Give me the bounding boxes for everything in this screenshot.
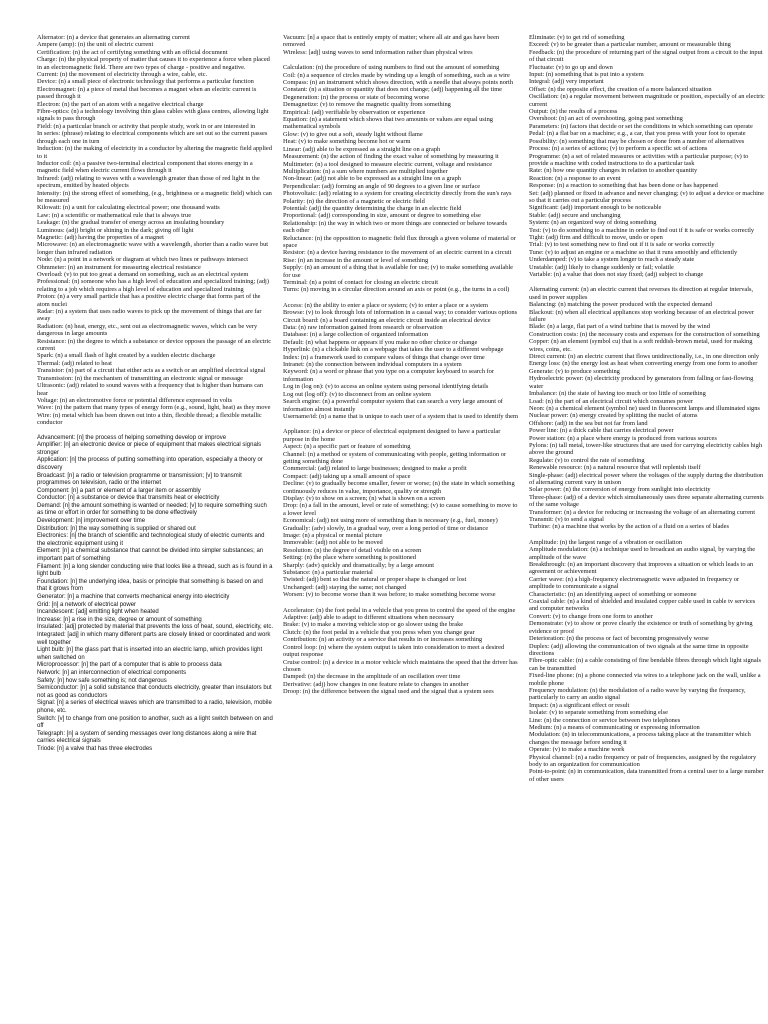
glossary-column-3	[529, 34, 765, 1016]
glossary-entry: Current: (n) the movement of electricity through a wire, cable, etc.	[37, 71, 208, 79]
glossary-entry: Law: (n) a scientific or mathematical rule that is always true	[37, 211, 192, 219]
glossary-entry: Non-linear: (adj) not able to be expressed as a straight line on a graph	[283, 175, 461, 183]
glossary-entry: Copper: (n) an element (symbol cu) that is a soft reddish-brown metal, used for making wires, coins, etc.	[529, 338, 753, 353]
glossary-entry: Proton: (n) a very small particle that has a positive electric charge that forms part of the atom nuclei	[37, 293, 261, 308]
glossary-entry: Sharply: (adv) quickly and dramatically; by a large amount	[283, 561, 435, 569]
glossary-entry: Impact: (n) a significant effect or result	[529, 701, 630, 709]
glossary-entry: Accelerator: (n) the foot pedal in a vehicle that you press to control the speed of the engine	[283, 606, 516, 614]
glossary-entry: Overload: (v) to put too great a demand on something, such as an electrical system	[37, 271, 249, 278]
glossary-entry: Index: (n) a framework used to compare values of things that change over time	[283, 353, 485, 361]
glossary-entry: Tight: (adj) firm and difficult to move, undo or open	[529, 233, 663, 241]
glossary-entry: Unchanged: (adj) staying the same; not changed	[283, 583, 407, 591]
glossary-entry: Signal: [n] a series of electrical waves which are transmitted to a radio, television, mobile phone, etc.	[37, 700, 272, 714]
glossary-entry: Inductor coil: (n) a passive two-terminal electrical component that stores energy in a magnetic field when electric current flows through it	[37, 159, 253, 175]
glossary-section	[37, 34, 273, 427]
glossary-entry: Regulate: (v) to control the rate of something	[529, 456, 645, 464]
glossary-entry: Setting: (n) the place where something is positioned	[283, 554, 416, 562]
glossary-entry: Database: (n) a large collection of organized information	[283, 331, 429, 339]
glossary-entry: Programme: (n) a set of related measures or activities with a particular purpose; (v) to provide a machine with coded instructions to do a particular task	[529, 152, 749, 167]
glossary-entry: Access: (n) the ability to enter a place or system; (v) to enter a place or a system	[283, 301, 488, 309]
glossary-entry: Process: (n) a series of actions; (v) to perform a specific set of actions	[529, 145, 708, 153]
glossary-entry: Drop: (n) a fall in the amount, level or rate of something; (v) to cause something to move to a lower level	[283, 502, 518, 517]
glossary-section	[529, 286, 765, 530]
glossary-entry: Amplifier: [n] an electronic device or piece of equipment that makes electrical signals stronger	[37, 442, 262, 456]
glossary-entry: Element: [n] a chemical substance that cannot be divided into simpler substances; an important part of something	[37, 548, 264, 563]
glossary-entry: Resistor: (n) a device having resistance to the movement of an electric current in a circuit	[283, 249, 512, 257]
glossary-entry: Power line: (n) a thick cable that carries electrical power	[529, 427, 674, 435]
glossary-entry: Glow: (v) to give out a soft, steady light without flame	[283, 130, 423, 138]
glossary-entry: Generate: (v) to produce something	[529, 367, 620, 375]
glossary-column-1	[37, 34, 273, 1016]
glossary-entry: Heat: (v) to make something become hot or warm	[283, 138, 411, 146]
glossary-entry: Degeneration: (n) the process or state of becoming worse	[283, 93, 430, 101]
glossary-entry: Photovoltaic: (adj) relating to a system for creating electricity directly from the sun's rays	[283, 190, 512, 198]
glossary-entry: Underdamped: (v) to take a system longer to reach a steady state	[529, 256, 695, 264]
glossary-entry: Substance: (n) a particular material	[283, 569, 373, 577]
glossary-entry: Output: (n) the results of a process	[529, 108, 618, 116]
glossary-entry: Node: (n) a point in a network or diagram at which two lines or pathways intersect	[37, 256, 249, 264]
glossary-entry: Isolate: (v) to separate something from something else	[529, 709, 668, 717]
glossary-entry: Unstable: (adj) likely to change suddenly or fail; volatile	[529, 263, 674, 271]
glossary-entry: Application: [n] the process of putting something into operation, especially a theory or discovery	[37, 457, 263, 471]
glossary-entry: Component: [n] a part or element of a larger item or assembly	[37, 487, 201, 494]
glossary-entry: Offshore: (adj) in the sea but not far from land	[529, 419, 648, 427]
glossary-entry: Supply: (n) an amount of a thing that is available for use; (v) to make something available for use	[283, 264, 514, 279]
glossary-entry: Decline: (v) to gradually become smaller, fewer or worse; (n) the state in which something continuously reduces in value, importance, quality or strength	[283, 480, 515, 495]
glossary-entry: Microprocessor: [n] the part of a computer that is able to process data	[37, 662, 222, 669]
glossary-entry: Characteristic: (n) an identifying aspect of something or someone	[529, 590, 697, 598]
glossary-entry: Reluctance: (n) the opposition to magnetic field flux through a given volume of material or space	[283, 234, 516, 249]
glossary-entry: Demand: [n] the amount something is wanted or needed; [v] to require something such as time or effort in order for something to be done effectively	[37, 502, 267, 517]
glossary-entry: Breakthrough: (n) an important discovery that improves a situation or which leads to an agreement or achievement	[529, 561, 754, 576]
glossary-entry: Thermal: (adj) related to heat	[37, 359, 112, 367]
glossary-entry: Fixed-line phone: (n) a phone connected via wires to a telephone jack on the wall, unlike a mobile phone	[529, 672, 761, 687]
glossary-entry: Fibre-optics: (n) a technology involving thin glass cables with glass centres, allowing light signals to pass through	[37, 108, 269, 123]
glossary-entry: Electron: (n) the part of an atom with a negative electrical charge	[37, 100, 204, 108]
glossary-entry: Leakage: (n) the gradual transfer of energy across an insulating boundary	[37, 219, 225, 227]
glossary-entry: Power station: (n) a place where energy is produced from various sources	[529, 434, 717, 442]
glossary-entry: Grid: [n] a network of electrical power	[37, 601, 137, 608]
glossary-entry: Induction: (n) the making of electricity in a conductor by altering the magnetic field applied to it	[37, 145, 272, 160]
glossary-entry: Hydroelectric power: (n) electricity produced by generators from falling or fast-flowing water	[529, 375, 754, 390]
glossary-entry: Network: [n] an interconnection of electrical components	[37, 669, 187, 676]
glossary-entry: Triode: [n] a valve that has three electrodes	[37, 745, 153, 752]
glossary-entry: Distribution: [n] the way something is supplied or shared out	[37, 525, 196, 532]
glossary-entry: Turns: (n) moving in a circular direction around an axis or point (e.g., the turns in a coil)	[283, 286, 510, 294]
glossary-entry: Modulation: (n) in telecommunications, a process taking place at the transmitter which changes the message before sending it	[529, 731, 751, 746]
glossary-entry: Neon: (n) a chemical element (symbol ne) used in fluorescent lamps and illuminated signs	[529, 404, 760, 412]
glossary-entry: Point-to-point: (n) in communication, data transmitted from a central user to a large number of other users	[529, 768, 764, 783]
glossary-entry: Default: (n) what happens or appears if you make no other choice or change	[283, 338, 478, 346]
glossary-entry: Compact: (adj) taking up a small amount of space	[283, 472, 411, 480]
glossary-entry: Gradually: (adv) slowly, in a gradual way, over a long period of time or distance	[283, 524, 489, 532]
glossary-entry: Electronics: [n] the branch of scientific and technological study of electric currents and the electronic equipment using it	[37, 533, 265, 547]
glossary-entry: Hyperlink: (n) a clickable link on a webpage that takes the user to a different webpage	[283, 346, 504, 354]
glossary-entry: Relationship: (n) the way in which two or more things are connected or behave towards each other	[283, 219, 507, 235]
glossary-entry: Possibility: (n) something that may be chosen or done from a number of alternatives	[529, 137, 745, 145]
glossary-entry: Turbine: (n) a machine that works by the action of a fluid on a series of blades	[529, 523, 729, 531]
glossary-entry: Foundation: [n] the underlying idea, basis or principle that something is based on and that it grows from	[37, 578, 263, 593]
glossary-entry: Empirical: (adj) verifiable by observation or experience	[283, 108, 426, 116]
glossary-entry: Device: (n) a small piece of electronic technology that performs a particular function	[37, 78, 254, 86]
glossary-entry: Direct current: (n) an electric current that flows unidirectionally, i.e., in one direction only	[529, 353, 760, 361]
glossary-entry: Aspect: (n) a specific part or feature of something	[283, 443, 411, 451]
glossary-entry: Resolution: (n) the degree of detail visible on a screen	[283, 546, 422, 554]
glossary-entry: Offset: (n) the opposite effect, the creation of a more balanced situation	[529, 85, 712, 93]
glossary-entry: Ohmmeter: (n) an instrument for measuring electrical resistance	[37, 263, 201, 271]
glossary-entry: Semiconductor: [n] a solid substance that conducts electricity, greater than insulators but not as good as conductors	[37, 685, 272, 699]
glossary-entry: Radar: (n) a system that uses radio waves to pick up the movement of things that are far away	[37, 308, 262, 323]
glossary-entry: Fibre-optic cable: (n) a cable consisting of fine bendable fibres through which light signals can be transmitted	[529, 657, 761, 672]
glossary-entry: Polarity: (n) the direction of a magnetic or electric field	[283, 197, 425, 205]
glossary-entry: Economical: (adj) not using more of something than is necessary (e.g., fuel, money)	[283, 517, 498, 525]
glossary-entry: Amplitude: (n) the largest range of a vibration or oscillation	[529, 538, 683, 546]
glossary-entry: Search engine: (n) a powerful computer system that can search a very large amount of information almost instantly	[283, 398, 503, 413]
glossary-entry: Construction costs: (n) the necessary costs and expenses for the construction of something	[529, 330, 760, 338]
glossary-entry: Integrated: [adj] in which many different parts are closely linked or coordinated and work well together	[37, 631, 271, 646]
glossary-entry: Energy loss: (n) the energy lost as heat when converting energy from one form to another	[529, 360, 758, 368]
glossary-entry: Browse: (v) to look through lots of information in a casual way; to consider various options	[283, 309, 518, 317]
glossary-entry: Coil: (n) a sequence of circles made by winding up a length of something, such as a wire	[283, 71, 510, 79]
glossary-entry: Droop: (n) the difference between the signal used and the signal that a system sees	[283, 688, 494, 696]
glossary-section	[37, 435, 273, 754]
glossary-entry: Pylons: (n) tall metal, tower-like structures that are used for carrying electricity cables high above the ground	[529, 441, 763, 457]
glossary-entry: Single-phase: (adj) electrical power where the voltages of the supply during the distribution of alternating current vary in unison	[529, 471, 764, 486]
glossary-entry: Response: (n) a reaction to something that has been done or has happened	[529, 182, 718, 190]
glossary-section	[529, 539, 765, 783]
glossary-entry: Spark: (n) a small flash of light created by a sudden electric discharge	[37, 352, 216, 360]
glossary-entry: Variable: (n) a value that does not stay fixed; (adj) subject to change	[529, 271, 704, 278]
glossary-entry: Intranet: (n) the connection between individual computers in a system	[283, 361, 462, 369]
glossary-entry: Conductor: [n] a substance or device that transmits heat or electricity	[37, 495, 220, 502]
glossary-entry: Physical channel: (n) a radio frequency or pair of frequencies, assigned by the regulatory body to an organization for communication	[529, 753, 757, 768]
glossary-entry: Keyword: (n) a word or phrase that you type on a computer keyboard to search for information	[283, 368, 494, 383]
glossary-entry: Deterioration: (n) the process or fact of becoming progressively worse	[529, 635, 709, 643]
glossary-entry: Microwave: (n) an electromagnetic wave with a wavelength, shorter than a radio wave but longer than infrared radiation	[37, 241, 269, 256]
glossary-entry: Worsen: (v) to become worse than it was before; to make something become worse	[283, 591, 496, 599]
glossary-entry: Feedback: (n) the procedure of returning part of the signal output from a circuit to the input of that circuit	[529, 48, 763, 64]
glossary-entry: Filament: [n] a long slender conducting wire that looks like a thread, such as is found in a light bulb	[37, 563, 273, 578]
glossary-entry: Incandescent: [adj] emitting light when heated	[37, 609, 159, 616]
glossary-entry: Rate: (n) how one quantity changes in relation to another quantity	[529, 167, 698, 175]
glossary-entry: Display: (v) to show on a screen; (n) what is shown on a screen	[283, 494, 446, 502]
glossary-entry: Transistor: (n) part of a circuit that either acts as a switch or an amplified electrical signal	[37, 367, 266, 375]
glossary-entry: Coaxial cable: (n) a kind of shielded and insulated copper cable used in cable tv services and computer networks	[529, 598, 756, 613]
glossary-entry: Data: (n) raw information gained from research or observation	[283, 324, 443, 332]
glossary-entry: Frequency modulation: (n) the modulation of a radio wave by varying the frequency, particularly to carry an audio signal	[529, 686, 746, 702]
glossary-section	[283, 302, 519, 421]
glossary-entry: Terminal: (n) a point of contact for closing an electric circuit	[283, 279, 438, 286]
glossary-entry: Equation: (n) a statement which shows that two amounts or values are equal using mathematical symbols	[283, 116, 493, 131]
glossary-entry: Linear: (adj) able to be expressed as a straight line on a graph	[283, 145, 441, 153]
glossary-entry: Wave: (n) the pattern that many types of energy form (e.g., sound, light, heat) as they move	[37, 404, 271, 412]
glossary-section	[283, 607, 519, 696]
glossary-entry: Light bulb: [n] the glass part that is inserted into an electric lamp, which provides light when switched on	[37, 647, 263, 661]
glossary-entry: System: (n) an organized way of doing something	[529, 219, 657, 227]
glossary-entry: Ampere (amp): (n) the unit of electric current	[37, 41, 154, 49]
glossary-entry: Balancing: (n) matching the power produced with the expected demand	[529, 301, 712, 309]
glossary-entry: Constant: (n) a situation or quantity that does not change; (adj) happening all the time	[283, 86, 503, 94]
glossary-entry: Derivative: (adj) how changes in one feature relate to changes in another	[283, 680, 469, 688]
glossary-entry: Advancement: [n] the process of helping something develop or improve	[37, 434, 227, 441]
glossary-entry: Radiation: (n) heat, energy, etc., sent out as electromagnetic waves, which can be very dangerous in large amounts	[37, 322, 258, 338]
glossary-entry: Twisted: (adj) bent so that the natural or proper shape is changed or lost	[283, 576, 467, 584]
glossary-entry: Line: (n) the connection or service between two telephones	[529, 716, 681, 724]
glossary-entry: Measurement: (n) the action of finding the exact value of something by measuring it	[283, 153, 499, 161]
glossary-entry: Multiplication: (n) a sum where numbers are multiplied together	[283, 167, 448, 175]
glossary-entry: Log in (log on): (v) to access an online system using personal identifying details	[283, 383, 489, 391]
glossary-entry: Demonstrate: (v) to show or prove clearly the existence or truth of something by giving evidence or proof	[529, 620, 753, 635]
glossary-entry: Field: (n) a particular branch or activity that people study, work in or are interested in	[37, 122, 256, 130]
glossary-entry: Tune: (v) to adjust an engine or a machine so that it runs smoothly and efficiently	[529, 248, 738, 256]
glossary-entry: Generator: [n] a machine that converts mechanical energy into electricity	[37, 594, 230, 600]
glossary-entry: Alternating current: (n) an electric current that reverses its direction at regular intervals, used in power supplies	[529, 286, 754, 301]
glossary-entry: Vacuum: [n] a space that is entirely empty of matter; where all air and gas have been removed	[283, 34, 500, 49]
glossary-entry: Commercial: (adj) related to large businesses; designed to make a profit	[283, 465, 467, 473]
glossary-entry: Appliance: (n) a device or piece of electrical equipment designed to have a particular purpose in the home	[283, 428, 501, 443]
glossary-entry: Oscillation: (n) a regular movement between magnitude or position, especially of an electric current	[529, 93, 765, 108]
glossary-entry: Channel: (n) a method or system of communicating with people, getting information or getting something done	[283, 450, 507, 465]
glossary-entry: Overshoot: (n) an act of overshooting, going past something	[529, 115, 683, 123]
glossary-entry: Perpendicular: (adj) forming an angle of 90 degrees to a given line or surface	[283, 182, 481, 190]
glossary-entry: Electromagnet: (n) a piece of metal that becomes a magnet when an electric current is passed through it	[37, 85, 257, 101]
glossary-entry: Damped: (n) the decrease in the amplitude of an oscillation over time	[283, 673, 461, 681]
glossary-entry: Image: (n) a physical or mental picture	[283, 532, 383, 539]
glossary-column-2	[283, 34, 519, 1016]
glossary-entry: Three-phase: (adj) of a device which simultaneously uses three separate alternating currents of the same voltage	[529, 493, 764, 509]
glossary-entry: Compass: (n) an instrument which shows direction, with a needle that always points north	[283, 79, 514, 87]
glossary-entry: Alternator: (n) a device that generates an alternating current	[37, 34, 190, 41]
glossary-entry: Stable: (adj) secure and unchanging	[529, 211, 621, 219]
glossary-entry: Blackout: (n) when all electrical appliances stop working because of an electrical power failure	[529, 308, 754, 324]
glossary-entry: Clutch: (n) the foot pedal in a vehicle that you press when you change gear	[283, 628, 475, 636]
glossary-entry: Medium: (n) a means of communicating or expressing information	[529, 723, 700, 731]
glossary-entry: Wireless: [adj] using waves to send information rather than physical wires	[283, 48, 473, 56]
glossary-entry: Ultrasonic: (adj) related to sound waves with a frequency that is higher than humans can hear	[37, 382, 264, 397]
glossary-entry: Control loop: (n) where the system output is taken into consideration to meet a desired output response	[283, 643, 505, 659]
glossary-entry: Broadcast: [n] a radio or television programme or transmission; [v] to transmit programmes on television, radio or the internet	[37, 472, 242, 487]
glossary-entry: Parameters: (n) factors that decide or set the conditions in which something can operate	[529, 122, 753, 130]
glossary-section	[283, 428, 519, 598]
glossary-entry: Eliminate: (v) to get rid of something	[529, 34, 625, 41]
glossary-entry: Operate: (v) to make a machine work	[529, 746, 625, 754]
glossary-entry: Rise: (n) an increase in the amount or level of something	[283, 256, 429, 264]
glossary-entry: Input: (n) something that is put into a system	[529, 71, 644, 79]
glossary-entry: In series: (phrase) relating to electrical components which are set out so the current passes through each one in turn	[37, 130, 268, 145]
glossary-entry: Trial: (v) to test something new to find out if it is safe or works correctly	[529, 241, 715, 249]
glossary-entry: Pedal: (n) a flat bar on a machine; e.g., a car, that you press with your foot to operate	[529, 130, 746, 138]
glossary-entry: Transformer: (n) a device for reducing or increasing the voltage of an alternating current	[529, 508, 756, 516]
glossary-entry: Development: [n] improvement over time	[37, 518, 146, 525]
glossary-entry: Luminous: (adj) bright or shining in the dark; giving off light	[37, 226, 194, 234]
glossary-entry: Imbalance: (n) the state of having too much or too little of something	[529, 390, 706, 398]
glossary-entry: Set: (adj) planned or fixed in advance and never changing; (v) to adjust a device or machine so that it carries out a particular process	[529, 189, 764, 204]
glossary-section	[283, 34, 519, 56]
glossary-entry: Safety: [n] how safe something is; not dangerous	[37, 677, 167, 684]
glossary-entry: Charge: (n) the physical property of matter that causes it to experience a force when placed in an electromagnetic field. There are two types of charge - positive and negative.	[37, 56, 270, 71]
glossary-entry: Transmit: (v) to send a signal	[529, 516, 604, 523]
glossary-section	[529, 34, 765, 278]
glossary-entry: Exceed: (v) to be greater than a particular number, amount or measurable thing	[529, 41, 731, 49]
glossary-entry: Calculation: (n) the procedure of using numbers to find out the amount of something	[283, 64, 500, 72]
glossary-entry: Switch: [v] to change from one position to another, such as a light switch between on and off	[37, 715, 273, 730]
glossary-entry: Potential: (adj) the quantity determining the charge in an electric field	[283, 204, 462, 212]
glossary-entry: Immovable: (adj) not able to be moved	[283, 539, 383, 547]
glossary-entry: Multimeter: (n) a tool designed to measure electric current, voltage and resistance	[283, 160, 493, 168]
glossary-entry: Voltage: (n) an electromotive force or potential difference expressed in volts	[37, 396, 232, 404]
glossary-entry: Username/id: (n) a name that is unique to each user of a system that is used to identify them	[283, 412, 518, 420]
glossary-entry: Test: (v) to do something to a machine in order to find out if it is safe or works correctly	[529, 226, 755, 234]
glossary-entry: Kilowatt: (n) a unit for calculating electrical power; one thousand watts	[37, 204, 220, 212]
glossary-entry: Magnetic: (adj) having the properties of a magnet	[37, 233, 164, 241]
glossary-entry: Integral: (adj) very important	[529, 78, 604, 86]
glossary-entry: Contribution: (n) an activity or a service that results in or increases something	[283, 636, 483, 644]
glossary-entry: Significant: (adj) important enough to be noticeable	[529, 204, 662, 212]
glossary-entry: Renewable resource: (n) a natural resource that will replenish itself	[529, 464, 701, 472]
glossary-entry: Telegraph: [n] a system of sending messages over long distances along a wire that carries electrical signals	[37, 730, 257, 745]
glossary-entry: Adaptive: (adj) able to adapt to different situations when necessary	[283, 614, 455, 622]
glossary-entry: Amplitude modulation: (n) a technique used to broadcast an audio signal, by varying the amplitude of the wave	[529, 546, 756, 561]
glossary-entry: Demagnetize: (v) to remove the magnetic quality from something	[283, 101, 451, 109]
glossary-entry: Convert: (v) to change from one form to another	[529, 612, 653, 620]
glossary-entry: Increase: [n] a rise in the size, degree or amount of something	[37, 616, 202, 623]
glossary-entry: Cruise control: (n) a device in a motor vehicle which maintains the speed that the driver has chosen	[283, 658, 518, 673]
glossary-entry: Circuit board: (n) a board containing an electric circuit inside an electrical device	[283, 316, 491, 324]
glossary-section	[283, 64, 519, 294]
glossary-entry: Duplex: (adj) allowing the communication of two signals at the same time in opposite directions	[529, 642, 749, 657]
glossary-entry: Brake: (v) to make a moving vehicle stop or go slower using the brake	[283, 621, 464, 629]
glossary-entry: Reaction: (n) a response to an event	[529, 174, 621, 182]
glossary-entry: Nuclear power: (n) energy created by splitting the nuclei of atoms	[529, 412, 698, 420]
glossary-entry: Certification: (n) the act of certifying something with an official document	[37, 48, 228, 56]
glossary-entry: Fluctuate: (v) to go up and down	[529, 63, 613, 71]
glossary-entry: Infrared: (adj) relating to waves with a wavelength greater than those of red light in the spectrum, emitted by heated objects	[37, 174, 260, 190]
glossary-entry: Insulated: [adj] protected by material that prevents the loss of heat, sound, electricity, etc.	[37, 624, 273, 631]
glossary-entry: Log out (log off): (v) to disconnect from an online system	[283, 390, 431, 398]
glossary-entry: Load: (n) the part of an electrical circuit which consumes power	[529, 397, 693, 405]
glossary-entry: Carrier wave: (n) a high-frequency electromagnetic wave adjusted in frequency or amplitude to communicate a signal	[529, 575, 740, 591]
glossary-entry: Proportional: (adj) corresponding in size, amount or degree to something else	[283, 212, 481, 220]
glossary-entry: Intensity: (n) the strong effect of something, (e.g., brightness or a magnetic field) which can be measured	[37, 189, 272, 204]
glossary-entry: Solar power: (n) the conversion of energy from sunlight into electricity	[529, 486, 711, 494]
glossary-entry: Professional: (n) someone who has a high level of education and specialized training; (adj) relating to a job which requires a high level of education and specialized training	[37, 278, 269, 293]
glossary-entry: Transmission: (n) the mechanism of transmitting an electronic signal or message	[37, 374, 243, 382]
glossary-entry: Wire: (n) metal which has been drawn out into a thin, flexible thread; a flexible metallic conductor	[37, 411, 262, 427]
glossary-entry: Resistance: (n) the degree to which a substance or device opposes the passage of an electric current	[37, 337, 272, 353]
glossary-entry: Blade: (n) a large, flat part of a wind turbine that is moved by the wind	[529, 323, 710, 331]
